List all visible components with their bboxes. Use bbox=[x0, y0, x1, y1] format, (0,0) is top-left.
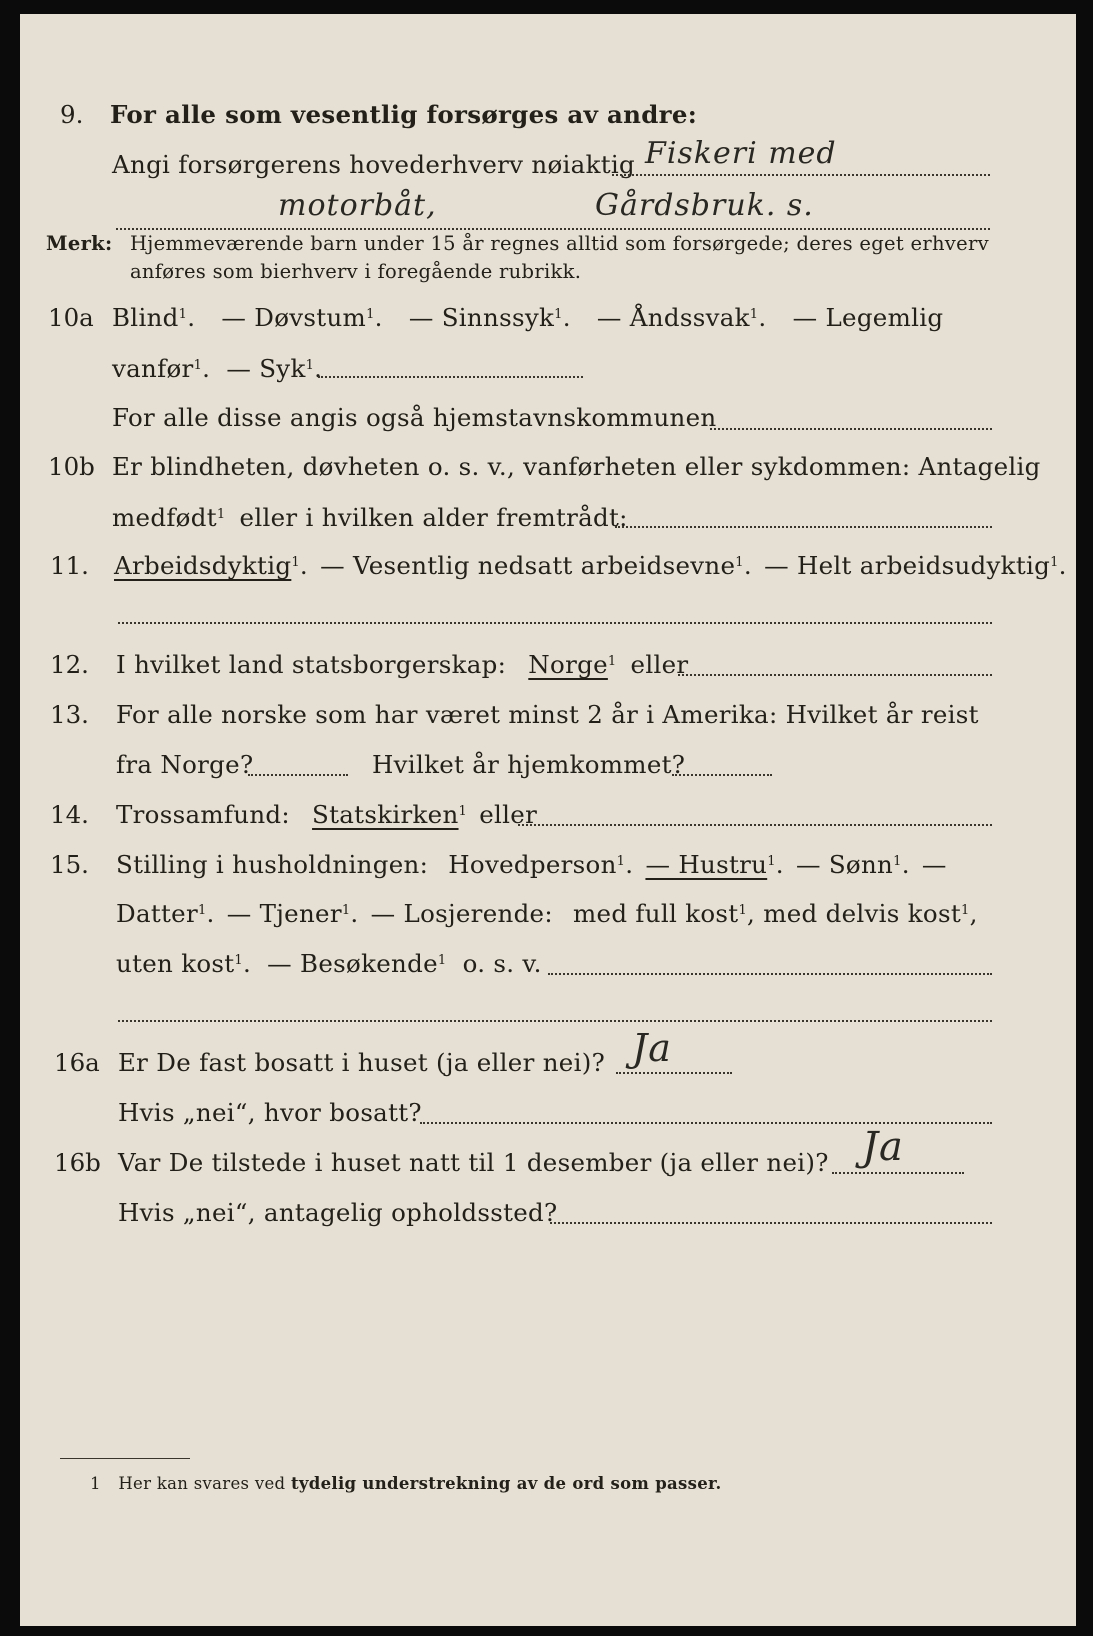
q15-line1: Stilling i husholdningen: Hovedperson$^1$. — Hustru$^1$. — Sønn$^1$. — bbox=[116, 850, 947, 879]
footnote-rule bbox=[60, 1458, 190, 1459]
q15-number: 15. bbox=[50, 850, 89, 879]
q15-answer-line2 bbox=[118, 1020, 992, 1022]
q16a-handwritten-answer: Ja bbox=[632, 1026, 672, 1070]
q9-handwritten-answer1: Fiskeri med bbox=[645, 136, 837, 171]
option-losjerende: — Losjerende: bbox=[370, 899, 553, 928]
q9-answer-line1 bbox=[612, 174, 990, 176]
q12-line: I hvilket land statsborgerskap: Norge$^1$ eller bbox=[116, 650, 689, 679]
option-syk: — Syk bbox=[226, 354, 306, 383]
q11-line: Arbeidsdyktig$^1$. — Vesentlig nedsatt arbeidsevne$^1$. — Helt arbeidsudyktig$^1$. bbox=[114, 551, 1067, 580]
q13-hjem-line bbox=[672, 774, 772, 776]
footnote-mark: 1 bbox=[90, 1474, 101, 1493]
option-sinnssyk: — Sinnssyk bbox=[408, 303, 555, 332]
q16a-number: 16a bbox=[54, 1048, 100, 1077]
q9-answer-line2 bbox=[116, 228, 990, 230]
option-andssvak: — Åndssvak bbox=[596, 303, 750, 332]
q10a-home-line bbox=[710, 428, 992, 430]
q10a-number: 10a bbox=[48, 303, 94, 332]
q16a-line2: Hvis „nei“, hvor bosatt? bbox=[118, 1098, 422, 1127]
q9-number: 9. bbox=[60, 100, 84, 129]
q10a-line1: Blind$^1$. — Døvstum$^1$. — Sinnssyk$^1$. — Åndssvak$^1$. — Legemlig bbox=[112, 303, 944, 332]
q16b-number: 16b bbox=[54, 1148, 101, 1177]
q12-answer-line bbox=[678, 674, 992, 676]
q13-hjemkommet: Hvilket år hjemkommet? bbox=[372, 750, 686, 779]
q16b-line1: Var De tilstede i huset natt til 1 desember (ja eller nei)? bbox=[118, 1148, 829, 1177]
option-blind: Blind bbox=[112, 303, 179, 332]
option-vanfor: vanfør bbox=[112, 354, 194, 383]
option-hovedperson: Hovedperson bbox=[448, 850, 617, 879]
q11-number: 11. bbox=[50, 551, 89, 580]
option-norge-underlined: Norge bbox=[528, 650, 608, 679]
q9-handwritten-answer2: motorbåt, bbox=[278, 188, 437, 223]
q16b-line2: Hvis „nei“, antagelig opholdssted? bbox=[118, 1198, 558, 1227]
q16b-answer-line bbox=[832, 1172, 964, 1174]
q9-line1: For alle som vesentlig forsørges av andre: bbox=[110, 100, 698, 129]
census-form-page bbox=[20, 14, 1076, 1626]
q10b-line1: Er blindheten, døvheten o. s. v., vanførheten eller sykdommen: Antagelig bbox=[112, 452, 1041, 481]
option-datter: Datter bbox=[116, 899, 198, 928]
q10a-syk-line bbox=[318, 376, 583, 378]
q15-answer-line1 bbox=[548, 973, 992, 975]
option-legemlig: — Legemlig bbox=[792, 303, 944, 332]
q15-line2: Datter$^1$. — Tjener$^1$. — Losjerende: med full kost$^1$, med delvis kost$^1$, bbox=[116, 899, 978, 928]
q13-fra-norge: fra Norge? bbox=[116, 750, 254, 779]
q10b-number: 10b bbox=[48, 452, 95, 481]
q13-fra-line bbox=[248, 774, 348, 776]
option-medfodt: medfødt bbox=[112, 503, 217, 532]
q12-number: 12. bbox=[50, 650, 89, 679]
note-line2: anføres som bierhverv i foregående rubrikk. bbox=[130, 260, 582, 283]
q11-answer-line bbox=[118, 622, 992, 624]
q16b-handwritten-answer: Ja bbox=[862, 1124, 904, 1170]
option-besokende: — Besøkende bbox=[267, 949, 438, 978]
option-arbeidsdyktig-underlined: Arbeidsdyktig bbox=[114, 551, 292, 580]
q10a-line3: For alle disse angis også hjemstavnskommunen bbox=[112, 403, 717, 432]
q13-number: 13. bbox=[50, 700, 89, 729]
option-tjener: — Tjener bbox=[226, 899, 342, 928]
q9-handwritten-answer3: Gårdsbruk. s. bbox=[595, 188, 814, 223]
q16b-where-line bbox=[550, 1222, 992, 1224]
option-nedsatt: — Vesentlig nedsatt arbeidsevne bbox=[320, 551, 736, 580]
q16a-answer-line bbox=[616, 1072, 732, 1074]
q16a-where-line bbox=[420, 1122, 992, 1124]
q10a-line2: vanfør$^1$. — Syk$^1$. bbox=[112, 354, 323, 383]
option-dovstum: — Døvstum bbox=[221, 303, 367, 332]
option-statskirken-underlined: Statskirken bbox=[312, 800, 459, 829]
q14-answer-line bbox=[518, 824, 992, 826]
note-label: Merk: bbox=[46, 232, 113, 255]
q10b-line2: medfødt$^1$ eller i hvilken alder fremtrådt: bbox=[112, 503, 628, 532]
q15-line3: uten kost$^1$. — Besøkende$^1$ o. s. v. bbox=[116, 949, 542, 978]
q14-number: 14. bbox=[50, 800, 89, 829]
q13-line1: For alle norske som har været minst 2 år i Amerika: Hvilket år reist bbox=[116, 700, 979, 729]
footnote: 1 Her kan svares ved tydelig understrekning av de ord som passer. bbox=[90, 1474, 722, 1493]
q9-line2: Angi forsørgerens hovederhverv nøiaktig bbox=[112, 150, 635, 179]
option-sonn: — Sønn bbox=[795, 850, 894, 879]
note-line1: Hjemmeværende barn under 15 år regnes alltid som forsørgede; deres eget erhverv bbox=[130, 232, 989, 255]
option-hustru-underlined: — Hustru bbox=[645, 850, 768, 879]
option-udyktig: — Helt arbeidsudyktig bbox=[764, 551, 1051, 580]
q16a-line1: Er De fast bosatt i huset (ja eller nei)? bbox=[118, 1048, 605, 1077]
q14-line: Trossamfund: Statskirken$^1$ eller bbox=[116, 800, 538, 829]
q10b-answer-line bbox=[615, 526, 992, 528]
